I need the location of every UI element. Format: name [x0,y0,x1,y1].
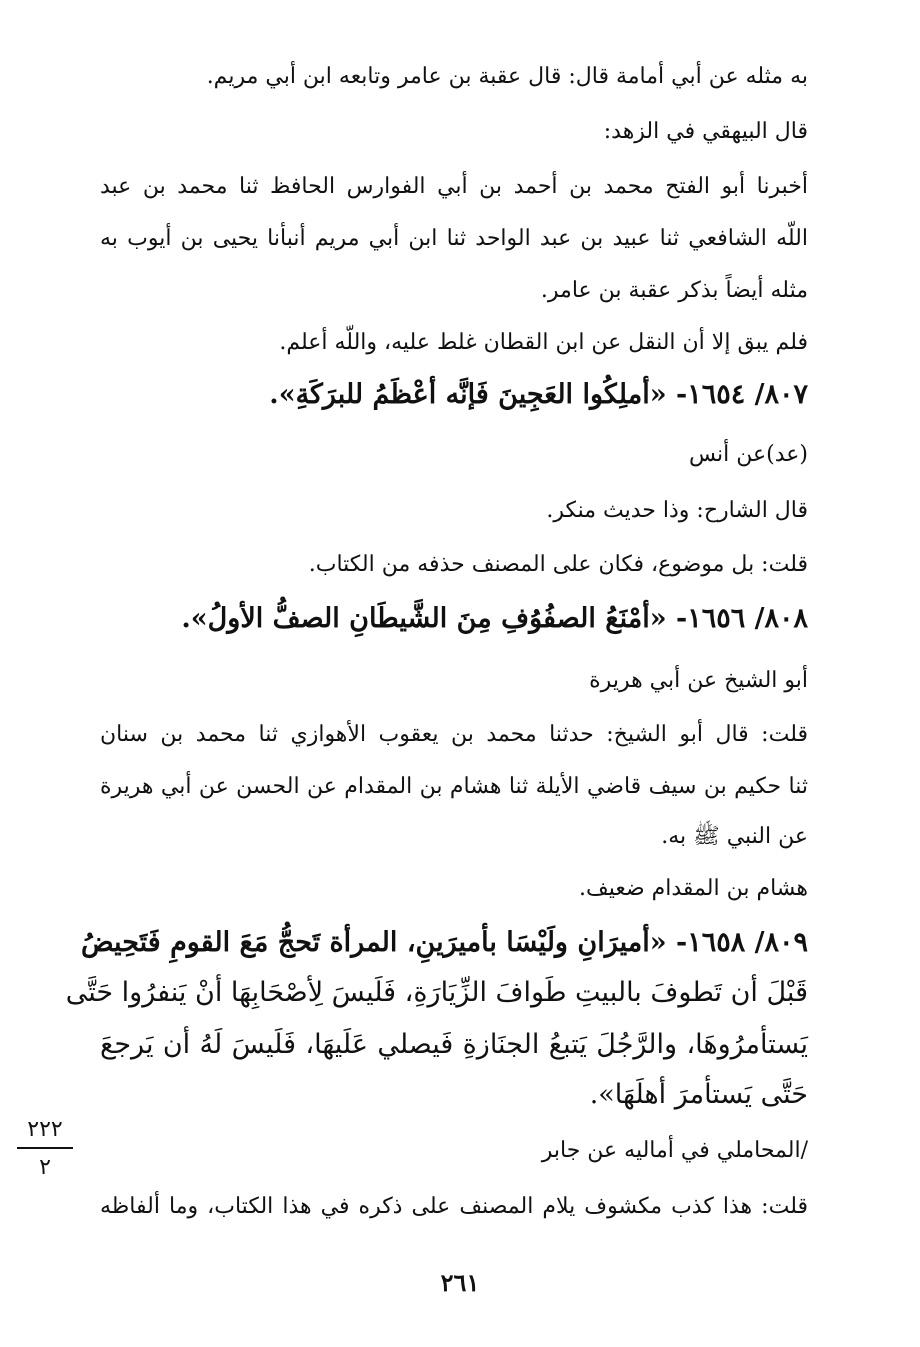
margin-note-top: ٢٢٢ [27,1117,63,1142]
text-line-15: عن النبي ﷺ به. [661,824,808,849]
text-line-3: أخبرنا أبو الفتح محمد بن أحمد بن أبي الفوارس الحافظ ثنا محمد بن عبد [100,174,808,199]
margin-note-divider [17,1147,73,1149]
hadith-808: ٨٠٨/ ١٦٥٦- «أمْنَعُ الصفُوُفِ مِنَ الشَّيطَانِ الصفُّ الأولُ». [181,603,808,634]
margin-note-bottom: ٢ [39,1155,51,1180]
page-number: ٢٦١ [440,1268,480,1297]
text-line-13: قلت: قال أبو الشيخ: حدثنا محمد بن يعقوب الأهوازي ثنا محمد بن سنان [100,722,808,747]
hadith-809-line-1: ٨٠٩/ ١٦٥٨- «أميرَانِ ولَيْسَا بأميرَينِ، المرأة تَحجُّ مَعَ القومِ فَتَحِيضُ [80,927,808,958]
text-line-16: هشام بن المقدام ضعيف. [578,876,808,901]
text-line-14: ثنا حكيم بن سيف قاضي الأيلة ثنا هشام بن المقدام عن الحسن عن أبي هريرة [100,774,808,799]
text-line-4: اللّه الشافعي ثنا عبيد بن عبد الواحد ثنا ابن أبي مريم أنبأنا يحيى بن أيوب به [100,226,808,251]
hadith-809-line-3: يَستأمرُوهَا، والرَّجُلَ يَتبعُ الجنَازةِ فَيصلي عَلَيهَا، فَلَيسَ لَهُ أن يَرجعَ [100,1029,808,1060]
text-line-9: قال الشارح: وذا حديث منكر. [546,498,808,523]
source-line-809: /المحاملي في أماليه عن جابر [541,1138,808,1163]
text-line-6: فلم يبق إلا أن النقل عن ابن القطان غلط عليه، واللّه أعلم. [279,330,808,355]
text-line-5: مثله أيضاً بذكر عقبة بن عامر. [540,278,808,303]
hadith-809-line-2: قَبْلَ أن تَطوفَ بالبيتِ طَوافَ الزِّيَارَةِ، فَلَيسَ لِأصْحَابِهَا أنْ يَنفرُوا حَتَّى [65,977,808,1008]
text-line-1: به مثله عن أبي أمامة قال: قال عقبة بن عامر وتابعه ابن أبي مريم. [206,64,808,89]
text-line-10: قلت: بل موضوع، فكان على المصنف حذفه من الكتاب. [308,552,808,577]
margin-note [14,1115,76,1183]
source-line-808: أبو الشيخ عن أبي هريرة [589,668,808,693]
hadith-809-line-4: حَتَّى يَستأمرَ أهلَهَا». [589,1079,808,1110]
source-line-807: (عد)عن أنس [689,442,808,467]
hadith-807: ٨٠٧/ ١٦٥٤- «أملِكُوا العَجِينَ فَإنَّه أعْظَمُ للبرَكَةِ». [269,379,808,410]
text-line-22: قلت: هذا كذب مكشوف يلام المصنف على ذكره في هذا الكتاب، وما ألفاظه [100,1194,808,1219]
text-line-2: قال البيهقي في الزهد: [603,119,808,144]
